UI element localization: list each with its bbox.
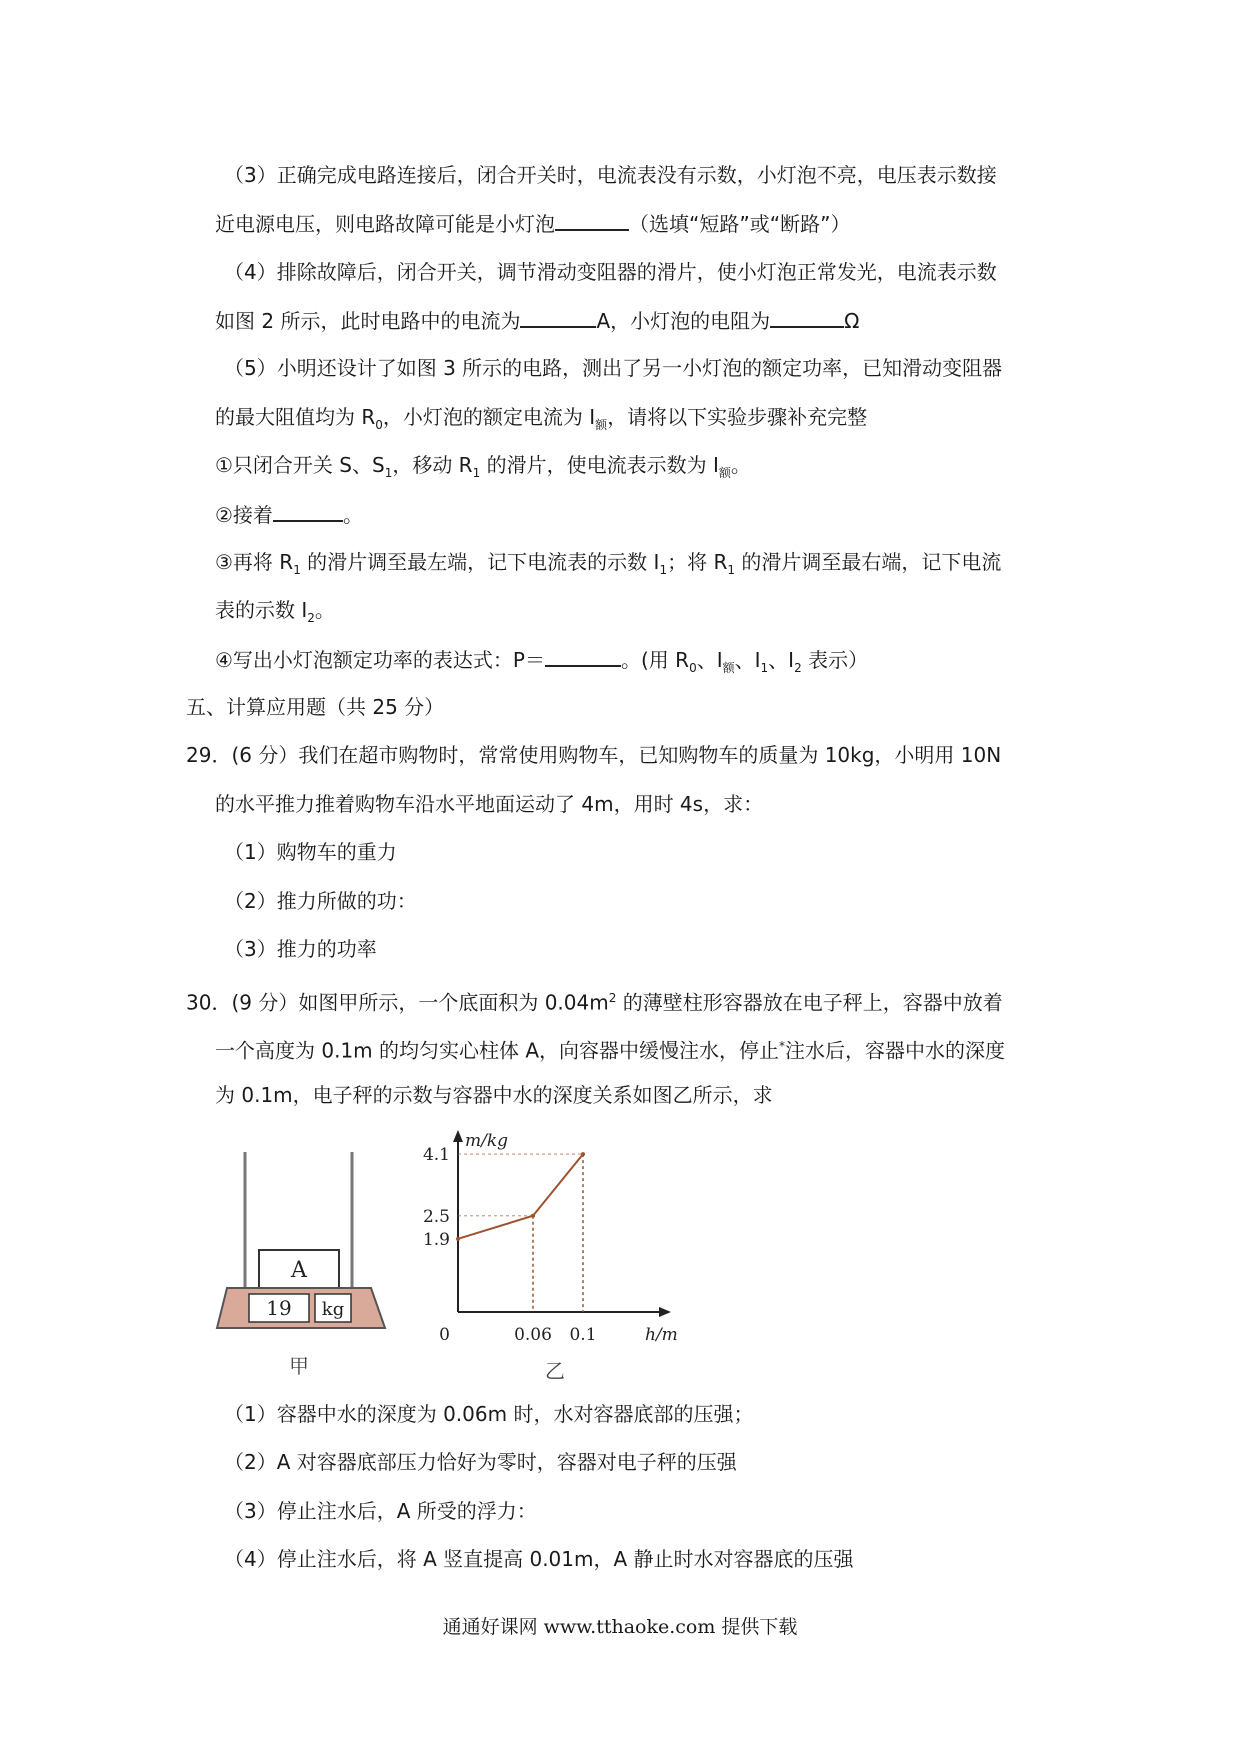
data-point bbox=[581, 1152, 585, 1156]
q28-step2 bbox=[215, 500, 363, 529]
q30-line3: 为 0.1m，电子秤的示数与容器中水的深度关系如图乙所示，求 bbox=[215, 1083, 773, 1107]
q29-part3: （3）推力的功率 bbox=[224, 937, 377, 961]
text: 、I bbox=[696, 648, 723, 672]
subscript: 2 bbox=[307, 611, 315, 625]
q28-part3-text: 近电源电压，则电路故障可能是小灯泡 bbox=[215, 212, 555, 236]
q28-part5-line1: （5）小明还设计了如图 3 所示的电路，测出了另一小灯泡的额定功率，已知滑动变阻器 bbox=[224, 356, 1003, 380]
data-series-line bbox=[458, 1154, 583, 1239]
y-tick-label: 1.9 bbox=[422, 1229, 450, 1250]
subscript: 1 bbox=[760, 661, 769, 675]
y-axis-arrow bbox=[453, 1130, 463, 1142]
text: 。(用 R bbox=[621, 648, 690, 672]
text: 、I bbox=[768, 648, 795, 672]
mark: * bbox=[779, 1039, 786, 1053]
text: 的滑片调至最右端，记下电流 bbox=[735, 550, 1002, 574]
q28-part4-text-mid: A，小灯泡的电阻为 bbox=[596, 309, 771, 333]
text: 30．(9 分）如图甲所示，一个底面积为 0.04m bbox=[186, 990, 609, 1015]
y-axis-label: m/kg bbox=[465, 1131, 509, 1151]
q29-part2: （2）推力所做的功： bbox=[224, 889, 417, 913]
superscript: 2 bbox=[608, 991, 617, 1005]
section-heading: 五、计算应用题（共 25 分） bbox=[186, 695, 445, 719]
figure-svg bbox=[215, 1128, 691, 1382]
x-axis-label: h/m bbox=[645, 1325, 678, 1345]
text: 、I bbox=[734, 648, 761, 672]
q28-step1 bbox=[215, 451, 751, 487]
text: ，小灯泡的额定电流为 I bbox=[382, 405, 596, 429]
q30-part3: （3）停止注水后，A 所受的浮力： bbox=[224, 1499, 537, 1523]
text: ①只闭合开关 S、S bbox=[215, 453, 385, 477]
subscript: 额 bbox=[718, 466, 731, 480]
q29-line1: 29．(6 分）我们在超市购物时，常常使用购物车，已知购物车的质量为 10kg，小明用 10N bbox=[186, 743, 1002, 767]
subscript: 额 bbox=[595, 418, 608, 432]
figure-yi-chart bbox=[423, 1130, 678, 1382]
q28-part4-line2 bbox=[215, 306, 859, 335]
page-footer: 通通好课网 www.tthaoke.com 提供下载 bbox=[442, 1616, 798, 1638]
text: 注水后，容器中水的深度 bbox=[785, 1038, 1006, 1063]
q28-step4 bbox=[215, 645, 868, 682]
text: ④写出小灯泡额定功率的表达式：P＝ bbox=[215, 648, 545, 672]
text: 表示） bbox=[801, 648, 869, 672]
q29-line2: 的水平推力推着购物车沿水平地面运动了 4m，用时 4s，求： bbox=[215, 792, 764, 816]
scale-unit-label: kg bbox=[321, 1299, 345, 1320]
text: 的滑片，使电流表示数为 I bbox=[480, 453, 719, 477]
answer-blank-resistance[interactable] bbox=[770, 306, 844, 328]
text: 的滑片调至最左端，记下电流表的示数 I bbox=[300, 550, 660, 574]
subscript: 1 bbox=[293, 563, 301, 577]
answer-blank-step2[interactable] bbox=[273, 500, 343, 522]
text: 一个高度为 0.1m 的均匀实心柱体 A，向容器中缓慢注水，停止 bbox=[215, 1038, 780, 1063]
subscript: 2 bbox=[794, 661, 802, 675]
text: ，请将以下实验步骤补充完整 bbox=[607, 405, 868, 429]
x-tick-label: 0.06 bbox=[514, 1325, 552, 1345]
q28-part3-hint: （选填“短路”或“断路”） bbox=[629, 212, 851, 236]
data-point bbox=[456, 1237, 460, 1241]
text: 。 bbox=[730, 453, 751, 477]
text: 的薄壁柱形容器放在电子秤上，容器中放着 bbox=[616, 990, 1003, 1015]
answer-blank-power[interactable] bbox=[545, 645, 621, 667]
subscript: 1 bbox=[727, 563, 735, 577]
data-point bbox=[531, 1214, 535, 1218]
scale-display-value: 19 bbox=[266, 1296, 292, 1320]
text: 。 bbox=[314, 598, 335, 622]
x-tick-label: 0.1 bbox=[569, 1325, 597, 1345]
y-tick-label: 4.1 bbox=[422, 1145, 450, 1166]
q28-part4-unit: Ω bbox=[844, 309, 860, 333]
text: 表的示数 I bbox=[215, 598, 308, 622]
q28-step3 bbox=[215, 548, 1001, 584]
figure-jia-caption: 甲 bbox=[289, 1354, 309, 1378]
subscript: 1 bbox=[384, 466, 393, 480]
figure-yi-caption: 乙 bbox=[545, 1359, 565, 1382]
q30-line2 bbox=[215, 1032, 1005, 1065]
q30-figure bbox=[215, 1128, 691, 1382]
x-axis-arrow bbox=[659, 1307, 671, 1317]
q28-part5-line2 bbox=[215, 403, 867, 439]
text: ②接着 bbox=[215, 503, 273, 527]
q28-part3-line2 bbox=[215, 209, 850, 238]
cylinder-a-label: A bbox=[291, 1258, 307, 1283]
q29-part1: （1）购物车的重力 bbox=[224, 840, 397, 864]
subscript: 0 bbox=[375, 418, 383, 432]
figure-jia bbox=[215, 1128, 405, 1382]
x-tick-label: 0 bbox=[439, 1325, 450, 1345]
answer-blank-current[interactable] bbox=[520, 306, 596, 328]
text: ；将 R bbox=[667, 550, 728, 574]
q28-step3-cont bbox=[215, 596, 335, 632]
q28-part4-line1: （4）排除故障后，闭合开关，调节滑动变阻器的滑片，使小灯泡正常发光，电流表示数 bbox=[224, 260, 997, 284]
q30-part2: （2）A 对容器底部压力恰好为零时，容器对电子秤的压强 bbox=[224, 1450, 737, 1474]
q30-part4: （4）停止注水后，将 A 竖直提高 0.01m，A 静止时水对容器底的压强 bbox=[224, 1547, 854, 1571]
y-tick-label: 2.5 bbox=[422, 1206, 450, 1227]
text: 的最大阻值均为 R bbox=[215, 405, 376, 429]
q30-line1 bbox=[186, 984, 1003, 1017]
answer-blank[interactable] bbox=[555, 209, 629, 231]
subscript: 0 bbox=[689, 661, 697, 675]
subscript: 额 bbox=[722, 661, 735, 675]
chart-marks bbox=[423, 1145, 597, 1345]
text: 。 bbox=[342, 503, 363, 527]
subscript: 1 bbox=[472, 466, 481, 480]
q30-part1: （1）容器中水的深度为 0.06m 时，水对容器底部的压强； bbox=[224, 1402, 754, 1426]
text: ，移动 R bbox=[392, 453, 473, 477]
subscript: 1 bbox=[659, 563, 668, 577]
text: ③再将 R bbox=[215, 550, 294, 574]
q28-part3-line1: （3）正确完成电路连接后，闭合开关时，电流表没有示数，小灯泡不亮，电压表示数接 bbox=[224, 163, 997, 187]
q28-part4-text: 如图 2 所示，此时电路中的电流为 bbox=[215, 309, 521, 333]
